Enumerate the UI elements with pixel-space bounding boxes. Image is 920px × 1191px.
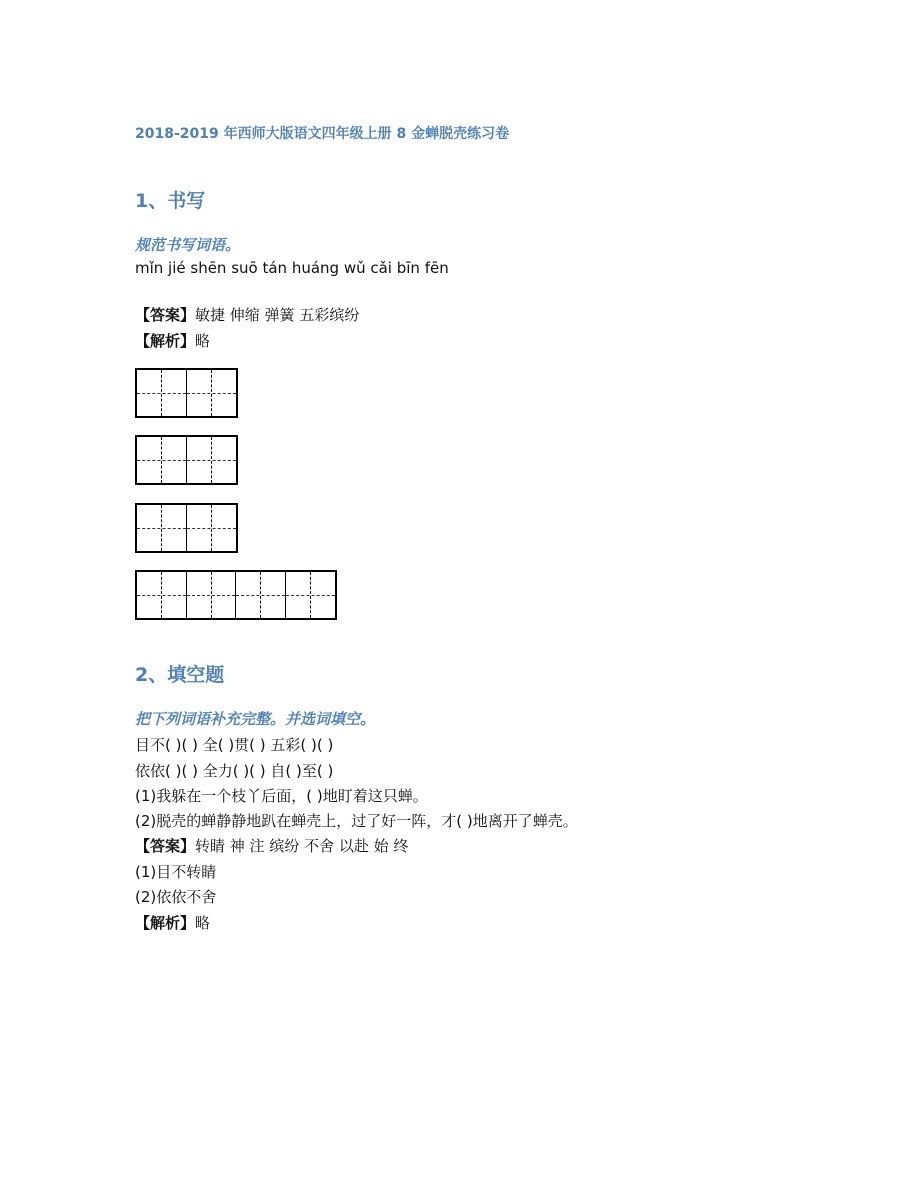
analysis-line-fill-blank: [135, 912, 210, 933]
analysis-line-writing: [135, 330, 210, 351]
grid-cell: [137, 572, 187, 618]
answer-text: 敏捷 伸缩 弹簧 五彩缤纷: [195, 306, 360, 324]
pinyin-line: mǐn jié shēn suō tán huáng wǔ cǎi bīn fēn: [135, 259, 449, 277]
answer-label: 【答案】: [135, 306, 196, 324]
analysis-text: 略: [195, 914, 211, 932]
fill-blank-instruction: 把下列词语补充完整。并选词填空。: [135, 710, 376, 728]
writing-instruction: 规范书写词语。: [135, 236, 241, 254]
question-line: 目不( )( ) 全( )贯( ) 五彩( )( ): [135, 736, 334, 754]
grid-cell: [187, 370, 237, 416]
writing-grid: [135, 368, 238, 418]
answer-sub-line: (2)依依不舍: [135, 888, 217, 906]
grid-cell: [137, 370, 187, 416]
grid-cell: [137, 505, 187, 551]
grid-cell: [187, 505, 237, 551]
question-line: 依依( )( ) 全力( )( ) 自( )至( ): [135, 762, 334, 780]
answer-line-fill-blank: [135, 835, 408, 856]
analysis-label: 【解析】: [135, 332, 196, 350]
answer-label: 【答案】: [135, 837, 196, 855]
grid-cell: [187, 437, 237, 483]
answer-line-writing: [135, 304, 359, 325]
writing-grid: [135, 435, 238, 485]
writing-grid: [135, 570, 337, 620]
page-title: 2018-2019 年西师大版语文四年级上册 8 金蝉脱壳练习卷: [135, 126, 510, 142]
grid-cell: [187, 572, 237, 618]
answer-sub-line: (1)目不转睛: [135, 863, 217, 881]
grid-cell: [137, 437, 187, 483]
grid-cell: [286, 572, 336, 618]
analysis-label: 【解析】: [135, 914, 196, 932]
answer-text: 转睛 神 注 缤纷 不舍 以赴 始 终: [195, 837, 409, 855]
writing-grid: [135, 503, 238, 553]
question-line: (1)我躲在一个枝丫后面，( )地盯着这只蝉。: [135, 787, 428, 805]
analysis-text: 略: [195, 332, 211, 350]
question-line: (2)脱壳的蝉静静地趴在蝉壳上，过了好一阵，才( )地离开了蝉壳。: [135, 812, 578, 830]
section-heading-fill-blank: 2、填空题: [135, 664, 225, 686]
grid-cell: [236, 572, 286, 618]
section-heading-writing: 1、书写: [135, 190, 206, 212]
